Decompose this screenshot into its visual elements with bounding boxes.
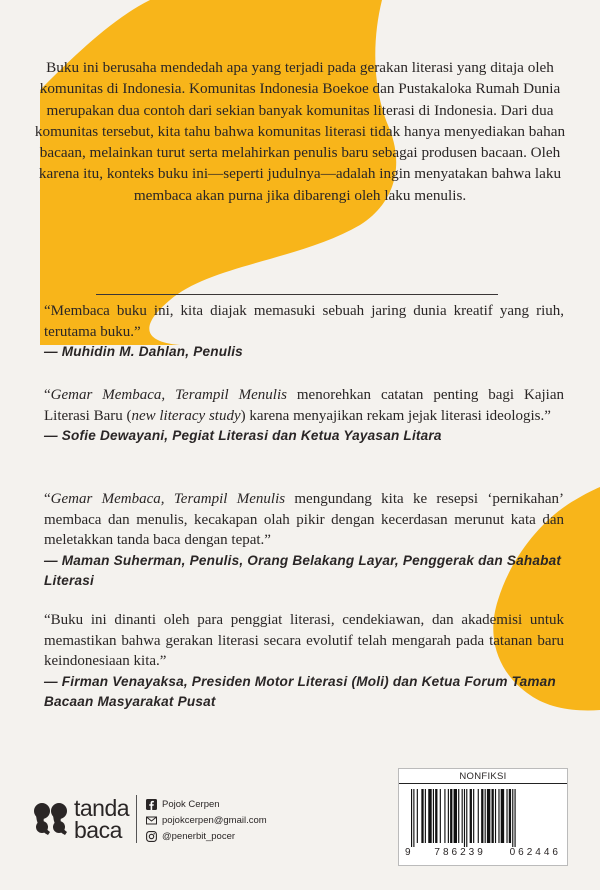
publisher-logo	[32, 795, 130, 847]
barcode-bar	[512, 789, 513, 847]
testimonial-2-attribution: — Sofie Dewayani, Pegiat Literasi dan Ketua Yayasan Litara	[44, 428, 442, 443]
barcode-bar	[481, 789, 483, 843]
term: new literacy study	[131, 407, 241, 424]
barcode-bar	[509, 789, 511, 843]
barcode-bar	[454, 789, 457, 843]
barcode-bar	[448, 789, 449, 843]
barcode-bar	[473, 789, 474, 843]
barcode-bar	[492, 789, 494, 843]
barcode-bar	[428, 789, 431, 843]
barcode-bar	[485, 789, 486, 843]
category-label: NONFIKSI	[399, 769, 567, 784]
barcode-bar	[498, 789, 499, 843]
barcode-bar	[464, 789, 465, 847]
testimonial-2-text: “Gemar Membaca, Terampil Menulis menorehkan catatan penting bagi Kajian Literasi Baru (new literacy study) karena menyajikan rekam jejak literasi ideologis.”	[44, 387, 564, 424]
barcode-bar	[413, 789, 414, 847]
publisher-contacts	[146, 797, 267, 845]
testimonial-4-text: “Buku ini dinanti oleh para penggiat literasi, cendekiawan, dan akademisi untuk memastikan bahwa gerakan literasi secara evolutif telah mengarah pada tatanan baru keindonesiaan kita.”	[44, 612, 564, 669]
testimonial-2	[44, 385, 564, 446]
logo-divider	[136, 795, 137, 843]
barcode-bar	[417, 789, 418, 843]
barcode-bar	[478, 789, 479, 843]
isbn-digits: 9 786239 062446	[405, 847, 561, 858]
barcode-bar	[458, 789, 459, 843]
barcode-bar	[444, 789, 445, 843]
testimonial-3	[44, 489, 564, 591]
testimonial-4	[44, 610, 564, 712]
testimonial-4-attribution: — Firman Venayaksa, Presiden Motor Literasi (Moli) dan Ketua Forum Taman Bacaan Masyarakat Pusat	[44, 673, 556, 709]
barcode-bar	[440, 789, 441, 843]
barcode-bar	[495, 789, 496, 843]
barcode-bar	[462, 789, 463, 843]
barcode-bar	[425, 789, 426, 843]
barcode-bar	[501, 789, 504, 843]
barcode-bars	[405, 789, 561, 847]
book-title: Gemar Membaca, Terampil Menulis	[50, 491, 286, 507]
testimonial-1	[44, 301, 564, 362]
barcode-bar	[506, 789, 507, 843]
testimonial-1-text: “Membaca buku ini, kita diajak memasuki sebuah jaring dunia kreatif yang riuh, terutama buku.”	[44, 303, 564, 340]
testimonial-1-attribution: — Muhidin M. Dahlan, Penulis	[44, 344, 243, 359]
email-icon	[146, 815, 157, 826]
barcode-bar	[421, 789, 423, 843]
instagram-icon	[146, 831, 157, 842]
back-cover-blurb: Buku ini berusaha mendedah apa yang terjadi pada gerakan literasi yang ditaja oleh komunitas di Indonesia. Komunitas Indonesia Boekoe dan Pustakaloka Rumah Dunia merupakan dua contoh dari sekian banyak komunitas literasi di Indonesia. Dari dua komunitas tersebut, kita tahu bahwa komunitas literasi tidak hanya menyediakan bahan bacaan, melainkan turut serta melahirkan penulis baru sebagai produsen bacaan. Oleh karena itu, konteks buku ini—seperti judulnya—adalah ingin menyatakan bahwa laku membaca akan purna jika dibarengi oleh laku menulis.	[34, 59, 566, 204]
email-row: pojokcerpen@gmail.com	[146, 813, 267, 828]
instagram-row: @penerbit_pocer	[146, 829, 267, 844]
facebook-row: Pojok Cerpen	[146, 797, 267, 812]
divider-line	[96, 294, 498, 295]
barcode-bar	[487, 789, 490, 843]
logo-wordmark: tanda baca	[74, 795, 130, 843]
facebook-icon	[146, 799, 157, 810]
barcode-bar	[450, 789, 452, 843]
barcode-bar	[433, 789, 434, 843]
quote-mark-logo-icon	[32, 799, 72, 839]
barcode-bar	[411, 789, 412, 847]
barcode-bar	[435, 789, 437, 843]
book-title: Gemar Membaca, Terampil Menulis	[50, 387, 287, 403]
testimonial-3-text: “Gemar Membaca, Terampil Menulis mengundang kita ke resepsi ‘pernikahan’ membaca dan menulis, kecakapan olah pikir dengan kecerdasan merunut kata dan meletakkan tanda baca dengan tepat.”	[44, 491, 564, 548]
barcode-bar	[466, 789, 467, 847]
isbn-barcode	[398, 768, 568, 866]
barcode-bar	[470, 789, 472, 843]
testimonial-3-attribution: — Maman Suherman, Penulis, Orang Belakang Layar, Penggerak dan Sahabat Literasi	[44, 552, 562, 588]
barcode-bar	[515, 789, 516, 847]
